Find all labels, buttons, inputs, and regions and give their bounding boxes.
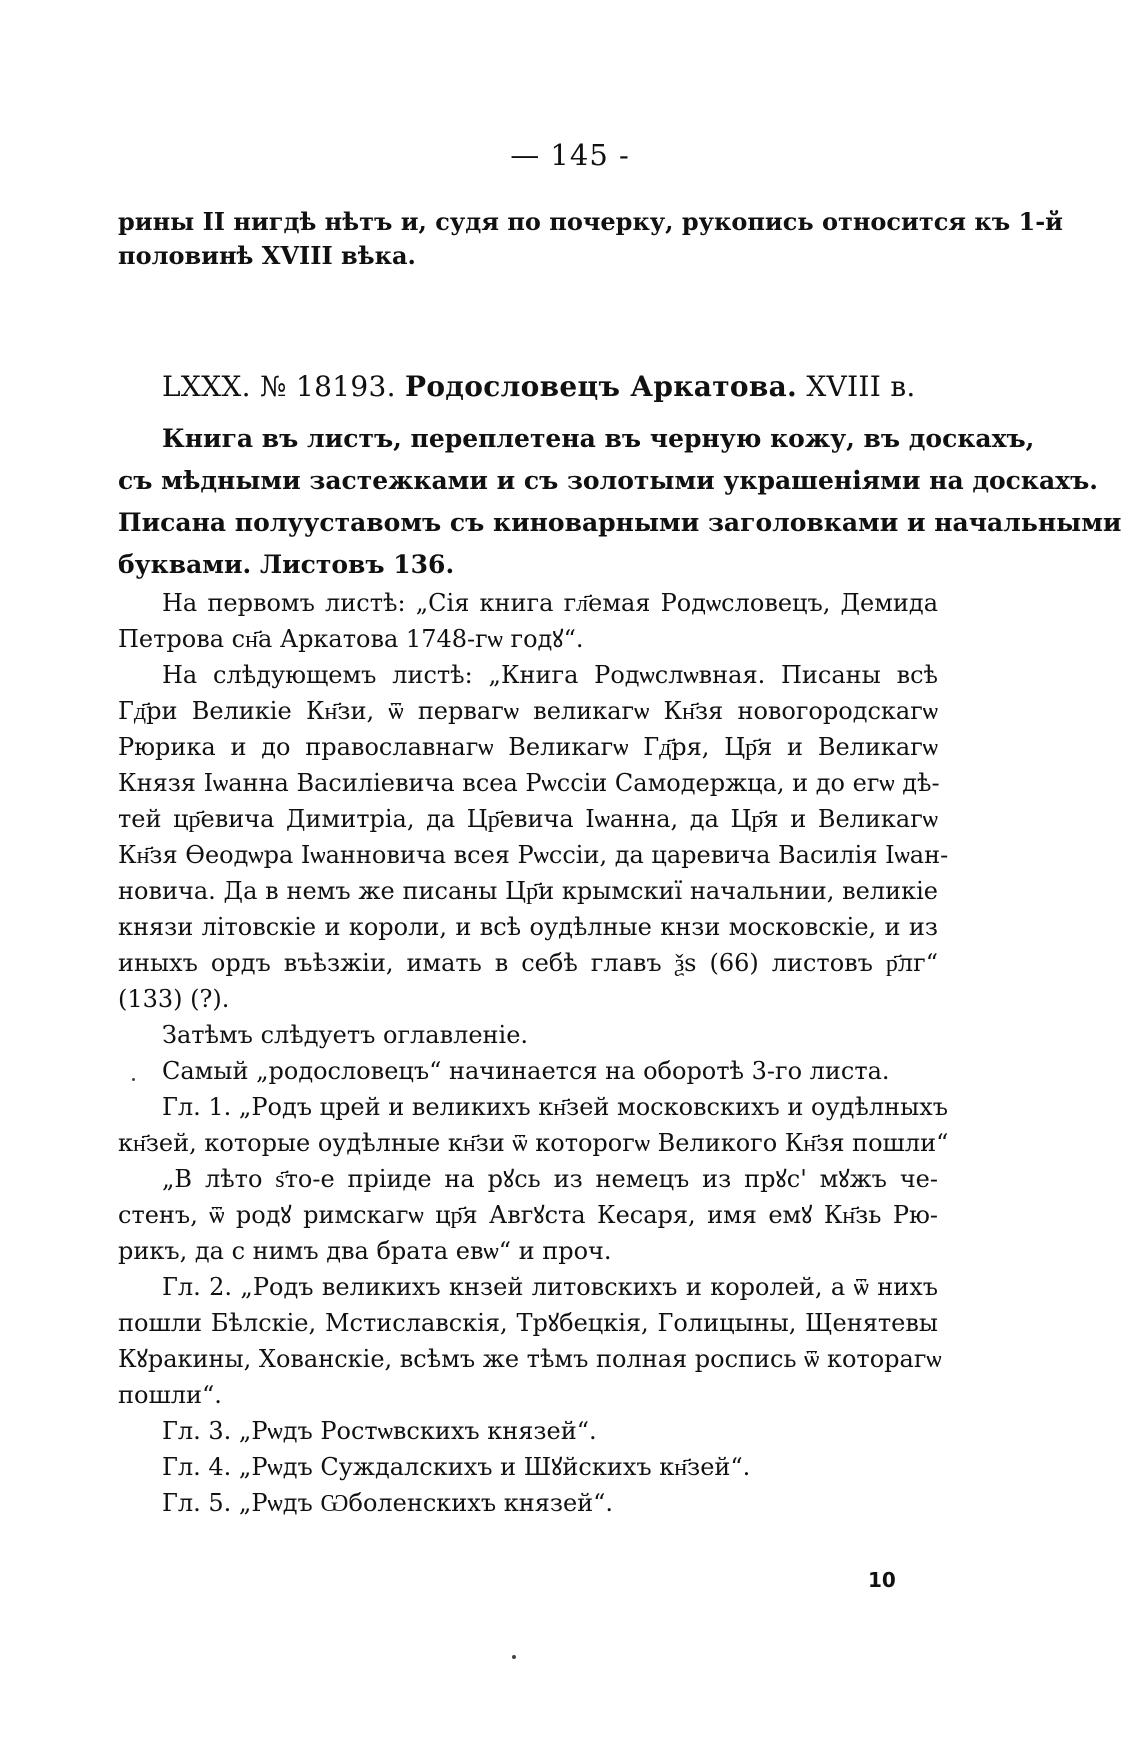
description-line: Писана полууставомъ съ киноварными заголовками и начальными (118, 508, 1122, 537)
description-line: съ мѣдными застежками и съ золотыми украшеніями на доскахъ. (118, 466, 1098, 495)
signature-mark: 10 (868, 1568, 896, 1592)
contents-line: „В лѣто ѕ҃то-е пріиде на рꙋсь из немецъ из прꙋс' мꙋжъ че- (162, 1165, 938, 1193)
contents-line: Гл. 4. „Рѡдъ Суждалскихъ и Шꙋйскихъ кн҃зей“. (162, 1453, 751, 1481)
contents-paragraph (118, 1485, 938, 1521)
contents-line: Князя Іѡанна Василіевича всеа Рѡссіи Самодержца, и до егѡ дѣ- (118, 769, 940, 797)
contents-line: На первомъ листѣ: „Сія книга гл҃емая Родѡсловецъ, Демида (162, 589, 938, 617)
paper-speck (132, 1078, 135, 1081)
contents-line: Кн҃зя Ѳеодѡра Іѡанновича всея Рѡссіи, да царевича Василія Іѡан- (118, 841, 949, 869)
contents-paragraph (118, 1089, 949, 1161)
contents-line: иныхъ ордъ въѣзжіи, имать в себѣ главъ ѯѕ (66) листовъ р҃лг“ (118, 949, 938, 977)
contents-paragraph (118, 657, 949, 1017)
contents-line: тей цр҃евича Димитріа, да Цр҃евича Іѡанна, да Цр҃я и Великагѡ (118, 805, 938, 833)
contents-line: пошли Бѣлскіе, Мстиславскія, Трꙋбецкія, Голицыны, Щенятевы (118, 1309, 938, 1337)
contents-line: (133) (?). (118, 985, 230, 1013)
manuscript-description (118, 418, 1122, 586)
contents-paragraph (118, 585, 938, 657)
contents-line: Гл. 3. „Рѡдъ Ростѡвскихъ князей“. (162, 1417, 597, 1445)
entry-number: LXXX. № 18193. (162, 370, 396, 403)
contents-line: Гл. 5. „Рѡдъ Ѡболенскихъ князей“. (162, 1489, 614, 1517)
contents-line: новича. Да в немъ же писаны Цр҃и крымскиї начальнии, великіе (118, 877, 938, 905)
description-line: буквами. Листовъ 136. (118, 550, 455, 579)
contents-line: Самый „родословецъ“ начинается на оборотѣ 3-го листа. (162, 1057, 890, 1085)
contents-paragraph (118, 1161, 938, 1269)
continuation-line: рины II нигдѣ нѣтъ и, судя по почерку, рукопись относится къ 1-й (118, 207, 1063, 236)
description-line: Книга въ листъ, переплетена въ черную кожу, въ доскахъ, (162, 424, 1035, 453)
contents-paragraph (118, 1017, 938, 1053)
page-number: — 145 - (510, 138, 630, 172)
contents-line: кн҃зей, которые оудѣлные кн҃зи ѿ которогѡ Великого Кн҃зя пошли“ (118, 1129, 949, 1157)
contents-paragraph (118, 1413, 938, 1449)
contents-line: Петрова сн҃а Аркатова 1748-гѡ годꙋ“. (118, 625, 584, 653)
manuscript-contents (118, 585, 949, 1521)
entry-heading (162, 370, 916, 403)
contents-line: На слѣдующемъ листѣ: „Книга Родѡслѡвная. Писаны всѣ (162, 661, 938, 689)
entry-century: XVIII в. (806, 370, 916, 403)
contents-line: Рюрика и до православнагѡ Великагѡ Гд҃ря, Цр҃я и Великагѡ (118, 733, 938, 761)
continuation-line: половинѣ XVIII вѣка. (118, 241, 416, 270)
continuation-text (118, 205, 1063, 273)
contents-paragraph (118, 1269, 942, 1413)
contents-paragraph (118, 1053, 938, 1089)
contents-line: Кꙋракины, Хованскіе, всѣмъ же тѣмъ полная роспись ѿ которагѡ (118, 1345, 942, 1373)
contents-line: пошли“. (118, 1381, 222, 1409)
contents-paragraph (118, 1449, 938, 1485)
paper-speck (512, 1655, 516, 1659)
contents-line: Гл. 1. „Родъ црей и великихъ кн҃зей московскихъ и оудѣлныхъ (162, 1093, 949, 1121)
contents-line: рикъ, да с нимъ два брата евѡ“ и проч. (118, 1237, 612, 1265)
contents-line: Затѣмъ слѣдуетъ оглавленіе. (162, 1021, 529, 1049)
entry-title: Родословецъ Аркатова. (404, 370, 798, 403)
contents-line: князи літовскіе и короли, и всѣ оудѣлные кнзи московскіе, и из (118, 913, 938, 941)
contents-line: Гл. 2. „Родъ великихъ кнзей литовскихъ и королей, а ѿ нихъ (162, 1273, 938, 1301)
contents-line: Гд҃ри Великіе Кн҃зи, ѿ первагѡ великагѡ Кн҃зя новогородскагѡ (118, 697, 938, 725)
contents-line: стенъ, ѿ родꙋ римскагѡ цр҃я Авгꙋста Кесаря, имя емꙋ Кн҃зь Рю- (118, 1201, 938, 1229)
